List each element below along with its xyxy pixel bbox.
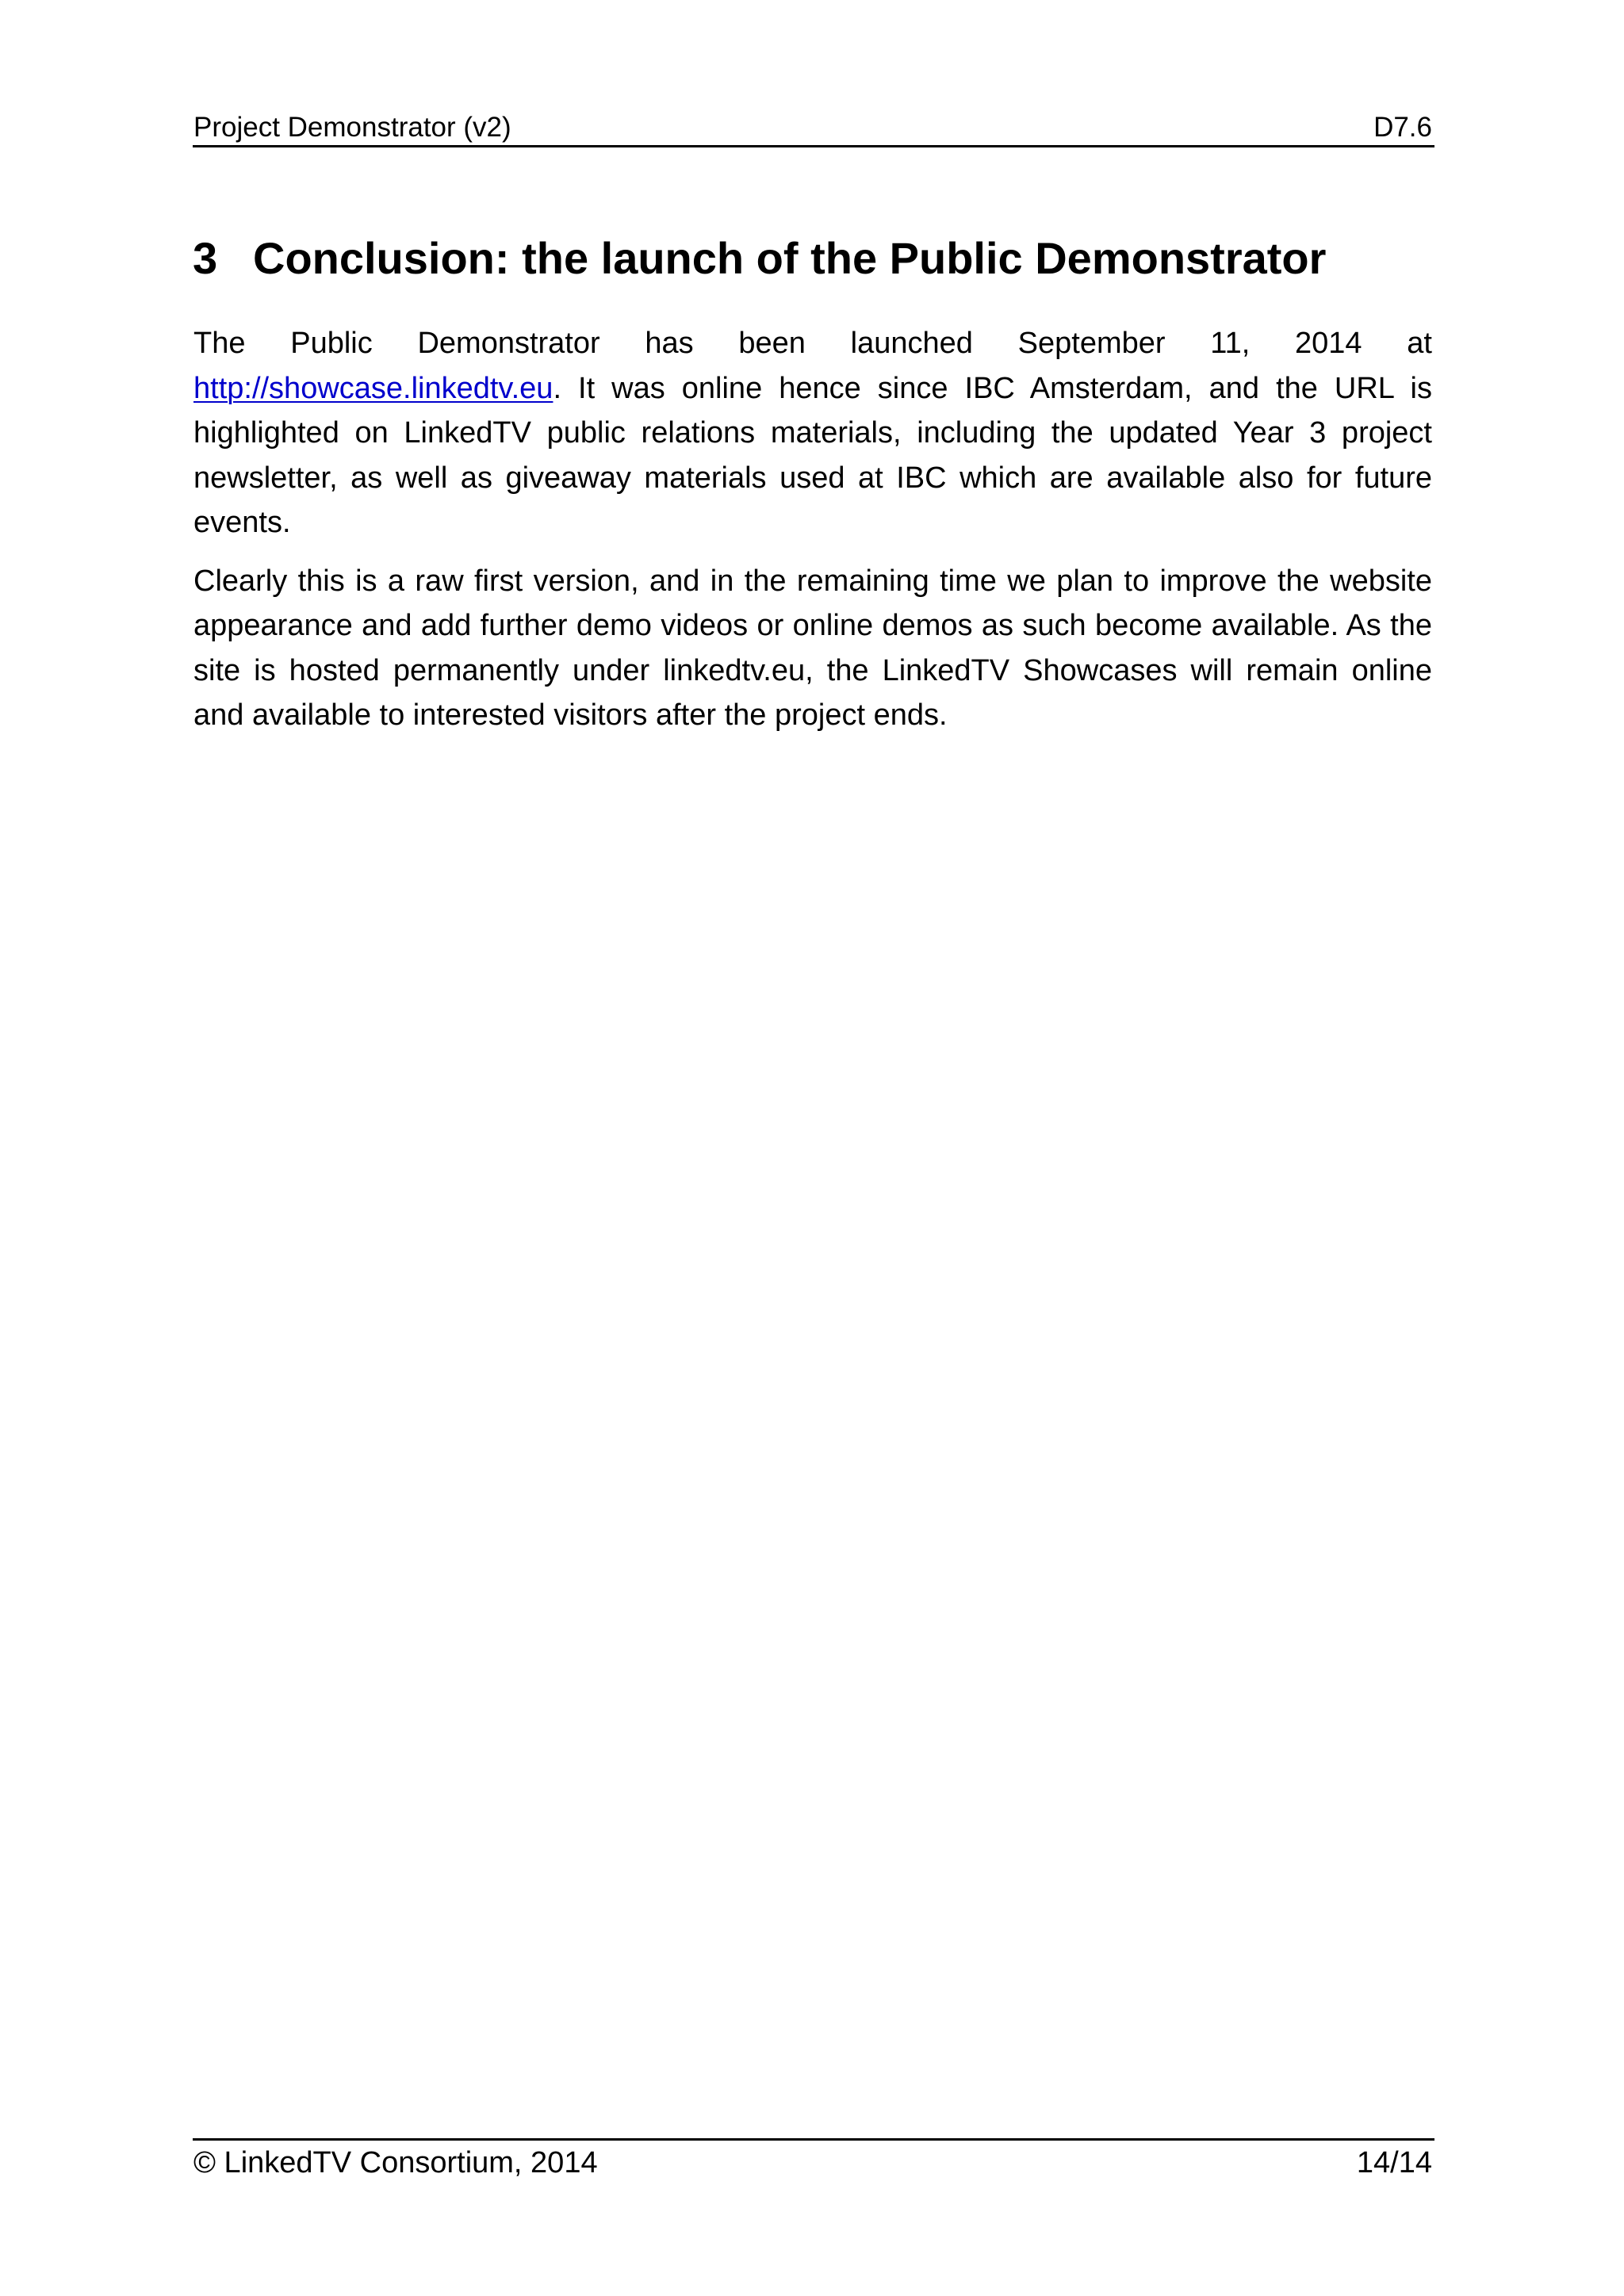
paragraph-launch	[193, 321, 1432, 545]
section-number: 3	[193, 233, 218, 283]
footer-page-number: 14/14	[1356, 2146, 1432, 2179]
showcase-link[interactable]: http://showcase.linkedtv.eu	[193, 371, 553, 405]
section-heading	[193, 230, 1434, 287]
header-deliverable-id: D7.6	[1373, 112, 1432, 143]
paragraph-future-plans: Clearly this is a raw first version, and in the remaining time we plan to improve the website appearance and add further demo videos or online demos as such become available. As the site is hosted permanently under linkedtv.eu, the LinkedTV Showcases will remain online and available to interested visitors after the project ends.	[193, 564, 1432, 732]
paragraph-launch-lead: The Public Demonstrator has been launched September 11, 2014 at	[193, 327, 1432, 360]
section-title: Conclusion: the launch of the Public Demonstrator	[253, 233, 1327, 283]
page-footer	[193, 2138, 1434, 2178]
footer-copyright: © LinkedTV Consortium, 2014	[193, 2146, 598, 2179]
page-header	[193, 109, 1434, 147]
header-document-title: Project Demonstrator (v2)	[193, 112, 511, 143]
body-content	[193, 321, 1432, 752]
paragraph-launch-rest: . It was online hence since IBC Amsterdam, and the URL is highlighted on LinkedTV public relations materials, including the updated Year 3 project newsletter, as well as giveaway materials used at IBC which are available also for future events.	[193, 371, 1432, 539]
